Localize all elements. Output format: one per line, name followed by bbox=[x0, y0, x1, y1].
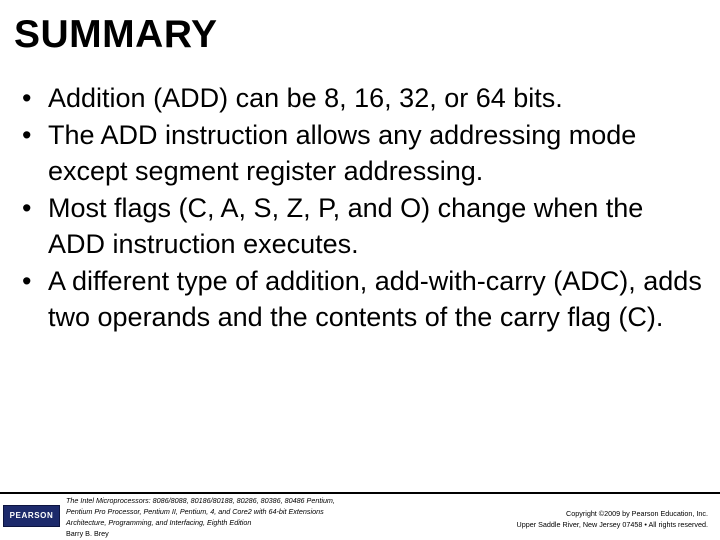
bullet-item bbox=[22, 117, 702, 190]
book-title-line: Pentium Pro Processor, Pentium II, Pentium, 4, and Core2 with 64-bit Extensions bbox=[66, 507, 324, 516]
bullet-text: Addition (ADD) can be 8, 16, 32, or 64 bits. bbox=[48, 83, 563, 113]
copyright-line: Upper Saddle River, New Jersey 07458 • All rights reserved. bbox=[516, 520, 708, 529]
book-citation bbox=[66, 495, 396, 539]
bullet-icon: • bbox=[22, 192, 32, 223]
pearson-logo: PEARSON bbox=[3, 505, 60, 527]
bullet-list bbox=[22, 80, 702, 336]
bullet-icon: • bbox=[22, 119, 32, 150]
copyright-notice bbox=[448, 508, 708, 530]
book-author: Barry B. Brey bbox=[66, 529, 109, 538]
bullet-item bbox=[22, 190, 702, 263]
bullet-item bbox=[22, 263, 702, 336]
bullet-icon: • bbox=[22, 265, 32, 296]
footer-divider bbox=[0, 492, 720, 494]
book-title-line: Architecture, Programming, and Interfacing, Eighth Edition bbox=[66, 518, 252, 527]
book-title-line: The Intel Microprocessors: 8086/8088, 80186/80188, 80286, 80386, 80486 Pentium, bbox=[66, 496, 335, 505]
bullet-text: The ADD instruction allows any addressing mode except segment register addressing. bbox=[48, 119, 637, 186]
bullet-text: Most flags (C, A, S, Z, P, and O) change when the ADD instruction executes. bbox=[48, 192, 644, 259]
bullet-text: A different type of addition, add-with-carry (ADC), adds two operands and the contents of the carry flag (C). bbox=[48, 265, 702, 332]
slide-title: SUMMARY bbox=[14, 13, 218, 56]
bullet-item bbox=[22, 80, 702, 117]
bullet-icon: • bbox=[22, 83, 32, 113]
copyright-line: Copyright ©2009 by Pearson Education, Inc. bbox=[566, 509, 708, 518]
